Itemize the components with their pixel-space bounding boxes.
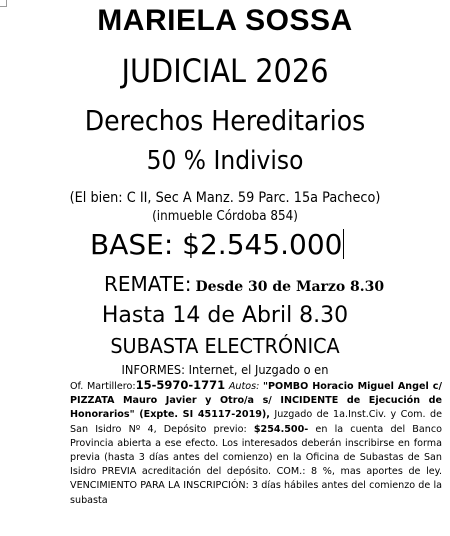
auctioneer-name: MARIELA SOSSA — [97, 4, 353, 37]
court-details: Juzgado de 1a.Inst.Civ. y Com. de San Isidro Nº 4, Depósito previo: — [70, 409, 442, 435]
base-price-text: BASE: $2.545.000 — [90, 228, 343, 261]
remate-start-date: Desde 30 de Marzo 8.30 — [195, 279, 385, 295]
autos-label: Autos: — [228, 381, 260, 392]
legal-details-paragraph — [70, 378, 442, 508]
document-title: JUDICIAL 2026 — [121, 52, 329, 90]
base-price — [90, 228, 344, 261]
remate-label: REMATE: — [104, 272, 192, 296]
office-phone: 15-5970-1771 — [135, 378, 226, 392]
property-description: (El bien: C II, Sec A Manz. 59 Parc. 15a Pacheco) — [69, 190, 381, 206]
remate-line — [104, 272, 384, 296]
deposit-amount: $254.500- — [253, 423, 309, 435]
informes-line: INFORMES: Internet, el Juzgado o en — [121, 363, 329, 377]
property-address: (inmueble Córdoba 854) — [152, 209, 298, 224]
text-cursor — [343, 229, 344, 259]
case-title: "POMBO Horacio Miguel Angel c/ PIZZATA Mauro Javier y Otro/a s/ INCIDENTE de Ejecución de Honorarios" (Expte. SI 45117-2019), — [70, 381, 442, 421]
subject-heading: Derechos Hereditarios — [84, 104, 366, 137]
auction-terms: en la cuenta del Banco Provincia abierta a ese efecto. Los interesados deberán inscribirse en forma previa (hasta 3 días antes del comienzo) en la Oficina de Subastas de San Isidro PREVIA acreditación del depósito. COM.: 8 %, mas aportes de ley. VENCIMIENTO PARA LA INSCRIPCIÓN: 3 días hábiles antes del comienzo de la subasta — [70, 423, 442, 506]
share-heading: 50 % Indiviso — [146, 146, 304, 176]
remate-end-date: Hasta 14 de Abril 8.30 — [101, 303, 349, 328]
office-label: Of. Martillero: — [70, 381, 136, 392]
auction-mode: SUBASTA ELECTRÓNICA — [110, 334, 340, 358]
